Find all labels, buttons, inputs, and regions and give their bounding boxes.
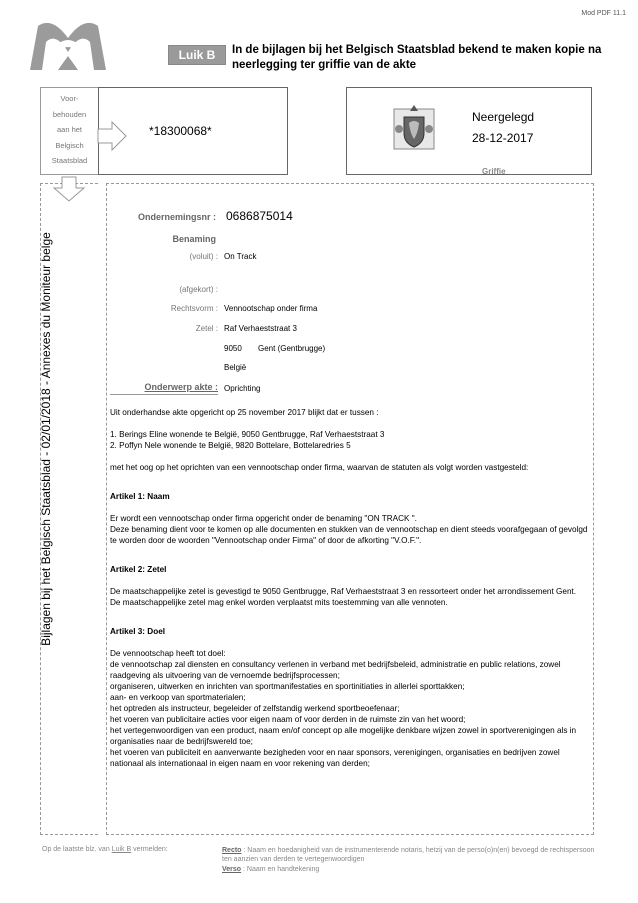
voorbehouden-line: Belgisch bbox=[55, 140, 84, 150]
article-1-text: Er wordt een vennootschap onder firma opgericht onder de benaming "ON TRACK ". bbox=[110, 514, 417, 523]
voluit-label: (voluit) : bbox=[189, 252, 218, 261]
purpose-paragraph: met het oog op het oprichten van een vennootschap onder firma, waarvan de statuten als volgt worden vastgesteld: bbox=[110, 463, 529, 472]
page-title: In de bijlagen bij het Belgisch Staatsblad bekend te maken kopie na neerlegging ter griffie van de akte bbox=[232, 44, 602, 71]
onderwerp-value: Oprichting bbox=[224, 384, 261, 393]
article-2-text: De maatschappelijke zetel is gevestigd te 9050 Gentbrugge, Raf Verhaeststraat 3 en ressorteert onder het arrondissement Gent. De maatschappelijke zetel mag enkel worden verplaatst mits toestemming van alle vennoten. bbox=[110, 587, 577, 607]
article-3-line: het optreden als instructeur, begeleider of zelfstandig werkend sportbeoefenaar; bbox=[110, 704, 400, 713]
article-2-title: Artikel 2: Zetel bbox=[110, 565, 167, 574]
footer-luik-link: Luik B bbox=[111, 846, 132, 853]
belgian-coat-of-arms-icon bbox=[392, 103, 436, 153]
voluit-value: On Track bbox=[224, 252, 257, 261]
article-3-line: de vennootschap zal diensten en consultancy verlenen in verband met bedrijfsbeleid, administratie en public relations, zowel raadgeving als uitvoering van de vernoemde bedrijfsprocessen; bbox=[110, 660, 561, 680]
form-model-label: Mod PDF 11.1 bbox=[581, 10, 626, 17]
voorbehouden-line: Voor- bbox=[60, 94, 79, 103]
moniteur-logo-icon bbox=[28, 18, 108, 80]
article-3-line: De vennootschap heeft tot doel: bbox=[110, 649, 226, 658]
article-1-text: Deze benaming dient voor te komen op alle documenten en stukken van de vennootschap en dient steeds voorafgegaan of gevolgd te worden door de woorden "Vennootschap onder Firma" of door de afkorting "V.O.F.". bbox=[110, 525, 588, 545]
footer-instruction bbox=[42, 846, 168, 853]
arrow-right-icon bbox=[96, 120, 128, 152]
document-body bbox=[110, 407, 588, 769]
griffie-box bbox=[346, 87, 592, 175]
benaming-label: Benaming bbox=[172, 234, 216, 244]
zetel-label: Zetel : bbox=[195, 324, 218, 333]
voorbehouden-line: behouden bbox=[52, 109, 87, 119]
article-3-line: aan- en verkoop van sportmaterialen; bbox=[110, 693, 246, 702]
afgekort-label: (afgekort) : bbox=[179, 285, 218, 294]
side-publication-text: Bijlagen bij het Belgisch Staatsblad - 02/01/2018 - Annexes du Moniteur belge bbox=[39, 232, 53, 646]
zetel-city: Gent (Gentbrugge) bbox=[258, 344, 326, 353]
article-3-title: Artikel 3: Doel bbox=[110, 627, 166, 636]
article-3-line: het voeren van publicitaire acties voor eigen naam of voor derden in de ruimste zin van het woord; bbox=[110, 715, 466, 724]
voorbehouden-box bbox=[40, 87, 98, 175]
onderwerp-label: Onderwerp akte : bbox=[144, 382, 218, 392]
griffie-label: Griffie bbox=[482, 167, 506, 176]
voorbehouden-line: aan het bbox=[56, 125, 83, 134]
founder-line: 2. Poffyn Nele wonende te België, 9820 Bottelare, Bottelaredries 5 bbox=[110, 441, 351, 450]
article-3-line: organiseren, uitwerken en inrichten van sportmanifestaties en sportinitiaties in allerlei sporttakken; bbox=[110, 682, 465, 691]
footer-suffix: vermelden: bbox=[133, 846, 168, 853]
article-1-title: Artikel 1: Naam bbox=[110, 492, 170, 501]
rechtsvorm-label: Rechtsvorm : bbox=[170, 304, 218, 313]
zetel-country: België bbox=[224, 363, 247, 372]
footer-recto bbox=[222, 846, 602, 864]
ondernemingsnr-value: 0686875014 bbox=[226, 209, 293, 223]
founder-line: 1. Berings Eline wonende te België, 9050 Gentbrugge, Raf Verhaeststraat 3 bbox=[110, 430, 385, 439]
arrow-down-icon bbox=[52, 176, 86, 202]
recto-text: : Naam en hoedanigheid van de instrumenterende notaris, hetzij van de perso(o)n(en) bevoegd de rechtspersoon ten aanzien van derden te vertegenwoordigen bbox=[222, 847, 595, 863]
footer-verso bbox=[222, 866, 319, 873]
voorbehouden-line: Staatsblad bbox=[51, 156, 88, 165]
verso-text: : Naam en handtekening bbox=[243, 866, 320, 873]
publication-id: *18300068* bbox=[149, 124, 212, 138]
neergelegd-date: 28-12-2017 bbox=[472, 131, 534, 145]
luik-b-badge: Luik B bbox=[168, 45, 226, 65]
neergelegd-label: Neergelegd bbox=[472, 110, 535, 124]
ondernemingsnr-label: Ondernemingsnr : bbox=[137, 212, 216, 222]
zetel-street: Raf Verhaeststraat 3 bbox=[224, 324, 297, 333]
footer-prefix: Op de laatste blz. van bbox=[42, 846, 110, 853]
rechtsvorm-value: Vennootschap onder firma bbox=[224, 304, 318, 313]
zetel-postcode: 9050 bbox=[224, 344, 242, 353]
article-3-line: het voeren van publiciteit en aanverwante bezigheden voor en naar sponsors, verenigingen, organisaties en bedrijven zowel nationaal als internationaal in eigen naam en voor rekening van derden; bbox=[110, 748, 560, 768]
verso-label: Verso bbox=[222, 866, 242, 873]
recto-label: Recto bbox=[222, 847, 242, 854]
intro-paragraph: Uit onderhandse akte opgericht op 25 november 2017 blijkt dat er tussen : bbox=[110, 408, 379, 417]
article-3-line: het vertegenwoordigen van een product, naam en/of concept op alle mogelijke denkbare wijzen zowel in sportverenigingen als in organisaties naar de bedrijfswereld toe; bbox=[110, 726, 577, 746]
